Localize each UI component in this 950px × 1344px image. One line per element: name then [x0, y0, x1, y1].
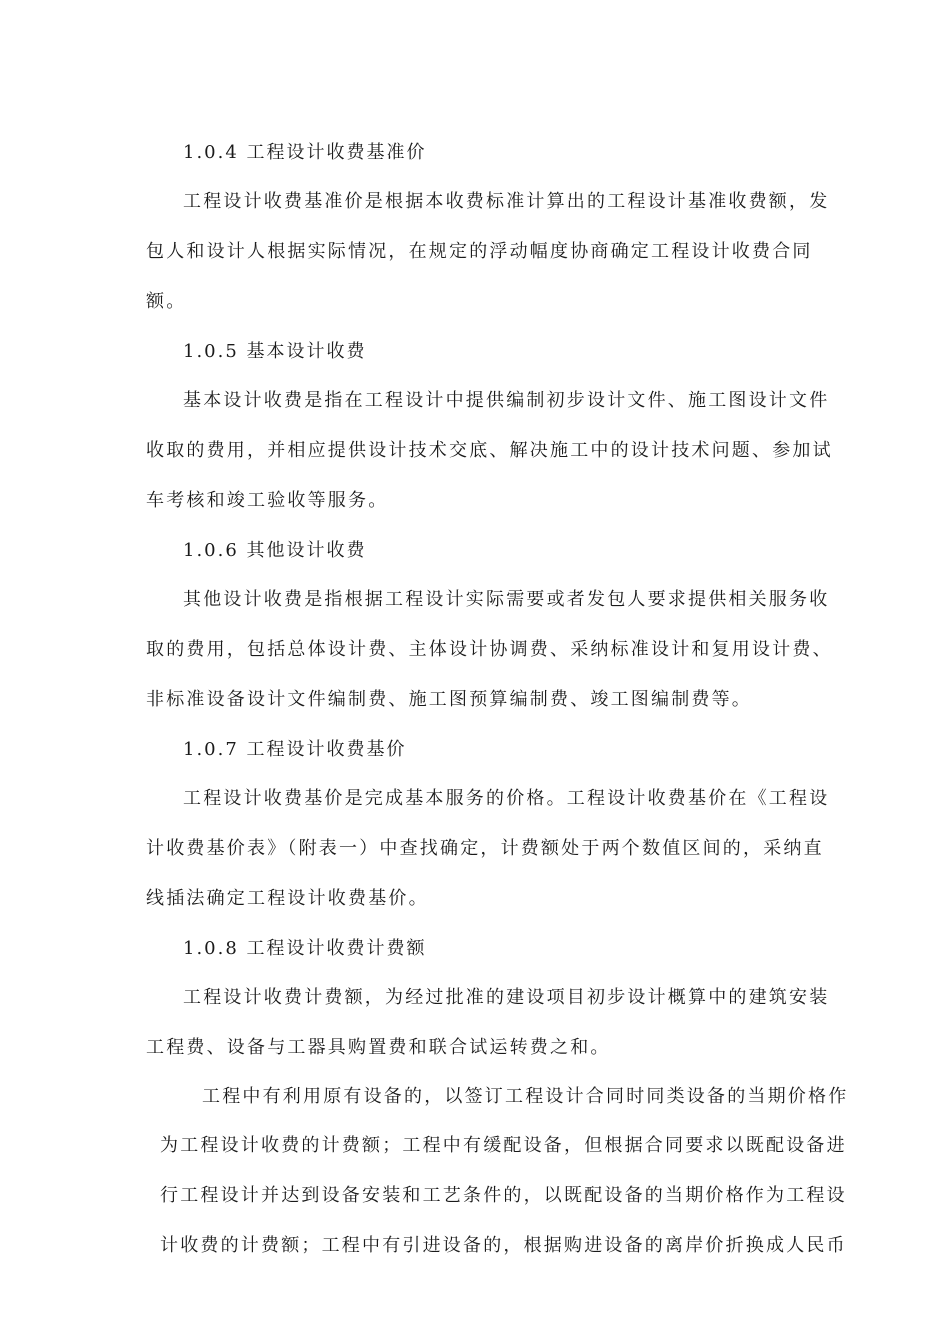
- paragraph-line: 取的费用，包括总体设计费、主体设计协调费、采纳标准设计和复用设计费、: [146, 639, 833, 660]
- paragraph-line: 线插法确定工程设计收费基价。: [146, 888, 429, 909]
- paragraph-line: 工程费、设备与工器具购置费和联合试运转费之和。: [146, 1037, 611, 1058]
- paragraph-line: 计收费基价表》（附表一）中查找确定，计费额处于两个数值区间的，采纳直: [146, 838, 824, 859]
- paragraph-line: 工程设计收费基准价是根据本收费标准计算出的工程设计基准收费额，发: [183, 191, 830, 212]
- paragraph-line: 其他设计收费是指根据工程设计实际需要或者发包人要求提供相关服务收: [183, 589, 830, 610]
- paragraph-line: 工程设计收费基价是完成基本服务的价格。工程设计收费基价在《工程设: [183, 788, 830, 809]
- section-heading-1-0-6: 1.0.6 其他设计收费: [183, 540, 367, 561]
- paragraph-line: 额。: [146, 291, 187, 312]
- section-heading-1-0-7: 1.0.7 工程设计收费基价: [183, 739, 407, 760]
- paragraph-line: 计收费的计费额；工程中有引进设备的，根据购进设备的离岸价折换成人民币: [160, 1235, 847, 1256]
- section-heading-1-0-8: 1.0.8 工程设计收费计费额: [183, 938, 427, 959]
- section-heading-1-0-4: 1.0.4 工程设计收费基准价: [183, 142, 427, 163]
- paragraph-line: 包人和设计人根据实际情况，在规定的浮动幅度协商确定工程设计收费合同: [146, 241, 813, 262]
- paragraph-line: 收取的费用，并相应提供设计技术交底、解决施工中的设计技术问题、参加试: [146, 440, 833, 461]
- paragraph-line: 工程中有利用原有设备的，以签订工程设计合同时同类设备的当期价格作: [202, 1086, 849, 1107]
- paragraph-line: 车考核和竣工验收等服务。: [146, 490, 389, 511]
- section-heading-1-0-5: 1.0.5 基本设计收费: [183, 341, 367, 362]
- paragraph-line: 为工程设计收费的计费额；工程中有缓配设备，但根据合同要求以既配设备进: [160, 1135, 847, 1156]
- paragraph-line: 工程设计收费计费额，为经过批准的建设项目初步设计概算中的建筑安装: [183, 987, 830, 1008]
- paragraph-line: 行工程设计并达到设备安装和工艺条件的，以既配设备的当期价格作为工程设: [160, 1185, 847, 1206]
- paragraph-line: 非标准设备设计文件编制费、施工图预算编制费、竣工图编制费等。: [146, 689, 752, 710]
- paragraph-line: 基本设计收费是指在工程设计中提供编制初步设计文件、施工图设计文件: [183, 390, 830, 411]
